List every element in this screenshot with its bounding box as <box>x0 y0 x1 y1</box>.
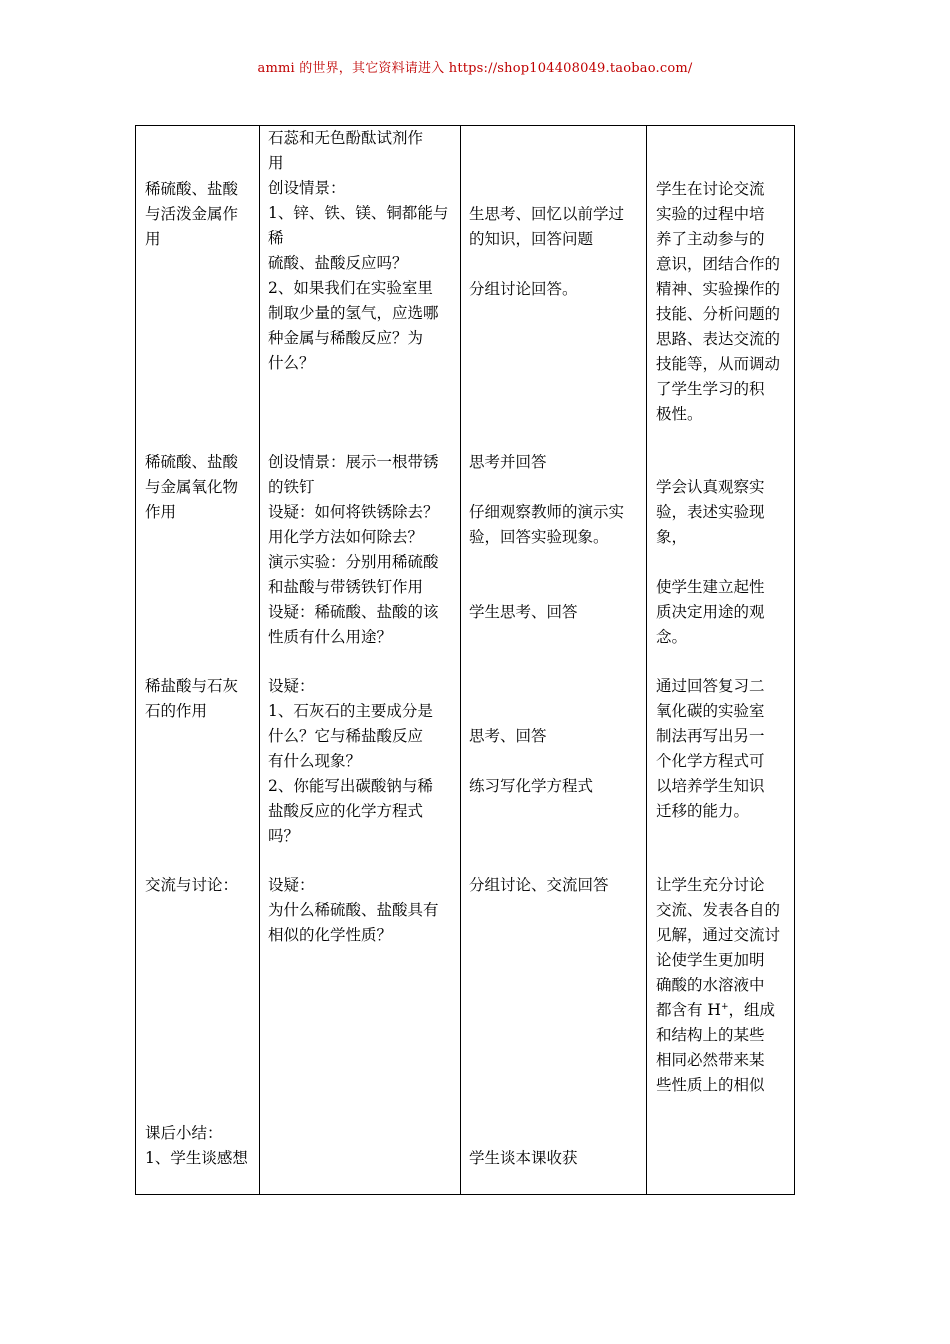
student-activity-cell: 生思考、回忆以前学过 的知识，回答问题 分组讨论回答。 <box>469 205 625 298</box>
lesson-table <box>135 125 795 1195</box>
design-intent-cell: 通过回答复习二 氧化碳的实验室 制法再写出另一 个化学方程式可 以培养学生知识 迁移的能力。 <box>656 677 765 820</box>
student-activity-cell: 思考、回答 练习写化学方程式 <box>469 727 594 795</box>
teacher-activity-cell: 石蕊和无色酚酞试剂作 用 创设情景： 1、锌、铁、镁、铜都能与稀 硫酸、盐酸反应吗？ 2、如果我们在实验室里 制取少量的氢气，应选哪 种金属与稀酸反应？为 什么？ <box>268 129 449 372</box>
column-divider <box>259 126 260 1194</box>
teacher-activity-cell: 创设情景：展示一根带锈 的铁钉 设疑：如何将铁锈除去？ 用化学方法如何除去？ 演示实验：分别用稀硫酸 和盐酸与带锈铁钉作用 设疑：稀硫酸、盐酸的该 性质有什么用途？ <box>268 453 439 646</box>
topic-cell: 稀盐酸与石灰 石的作用 <box>145 677 239 720</box>
design-intent-cell: 学生在讨论交流 实验的过程中培 养了主动参与的 意识，团结合作的 精神、实验操作的 技能、分析问题的 思路、表达交流的 技能等，从而调动 了学生学习的积 极性。 <box>656 180 781 423</box>
design-intent-cell: 学会认真观察实 验，表述实验现 象， 使学生建立起性 质决定用途的观 念。 <box>656 478 765 646</box>
student-activity-cell: 思考并回答 仔细观察教师的演示实 验，回答实验现象。 学生思考、回答 <box>469 453 625 621</box>
column-divider <box>460 126 461 1194</box>
design-intent-cell: 让学生充分讨论 交流、发表各自的 见解，通过交流讨 论使学生更加明 确酸的水溶液中 都含有 H+，组成 和结构上的某些 相同必然带来某 些性质上的相似 <box>656 876 781 1094</box>
teacher-activity-cell: 设疑： 1、石灰石的主要成分是 什么？它与稀盐酸反应 有什么现象？ 2、你能写出碳酸钠与稀 盐酸反应的化学方程式 吗？ <box>268 677 433 845</box>
teacher-activity-cell: 设疑： 为什么稀硫酸、盐酸具有 相似的化学性质？ <box>268 876 439 944</box>
topic-cell: 课后小结： 1、学生谈感想 <box>145 1124 248 1167</box>
student-activity-cell: 分组讨论、交流回答 <box>469 876 609 894</box>
header-watermark: ammi 的世界，其它资料请进入 https://shop104408049.taobao.com/ <box>257 61 693 76</box>
student-activity-cell: 学生谈本课收获 <box>469 1149 578 1167</box>
topic-cell: 交流与讨论： <box>145 876 239 894</box>
topic-cell: 稀硫酸、盐酸 与金属氧化物 作用 <box>145 453 239 521</box>
topic-cell: 稀硫酸、盐酸 与活泼金属作 用 <box>145 180 239 248</box>
